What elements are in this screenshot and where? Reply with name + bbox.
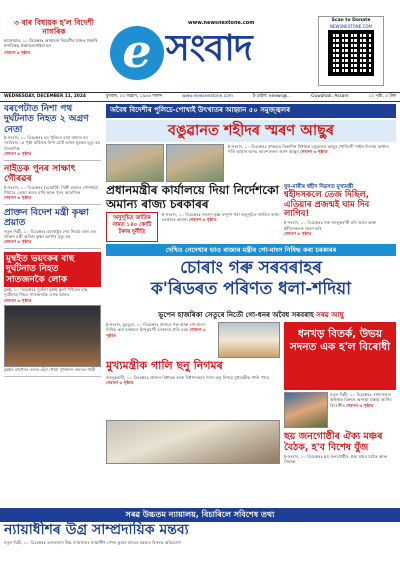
left-column [4,104,101,380]
story-pmo-text [162,212,280,223]
story-title: প্ৰাক্তন বিদেশ মন্ত্ৰী কৃষ্ণা প্ৰয়াত [4,207,89,229]
donate-label: Scan to Donate [331,18,371,23]
story-text: ই-সংবাদ, চুমডুমা, ১০ ডিচেম্বৰঃ ৰাজ্যত গৰু আৰু গো-মাংস নিষিদ্ধ কৰা চৰকাৰে হিন্দুত্ববাদী চৰকাৰৰ প্ৰতি চৰম [106,322,205,333]
story-text: জালুকবাৰী, ১০ ডিচেম্বৰঃ প্ৰাক্তন বিধায়ক আৰু বিধানসভাৰ সদস্য ছনু নিগমে মুখ্যমন্ত্ৰীক গালি পাৰে [106,374,270,380]
story-more[interactable]: শেষাংশ ৬ পৃষ্ঠাত [4,195,32,201]
story-title: মুম্বইত ভয়ংকৰ বাছ দুৰ্ঘটনাত নিহত সাতজনকৈ লোক [4,252,101,287]
story-more[interactable]: শেষাংশ ৬ পৃষ্ঠাত [346,402,374,408]
logo-e-icon: e [110,26,164,80]
bottom-banner[interactable]: সৰৱ উচ্চতম ন্যায়ালয়, বিচাৰিলে সবিশেষ তথ্য [0,508,400,522]
story-mumbai[interactable] [4,252,101,377]
budget-caption: অনুসূচিত জাতিৰ নামত ১৪০ কোটি টকাৰ দুৰ্নীতি [112,215,152,235]
logo-wordmark: সংবাদ [166,28,252,69]
story-more[interactable]: শেষাংশ ৬ পৃষ্ঠাত [4,239,32,245]
story-title: নাইড়ক পুনৰ সাক্ষাৎ গৌৰৱৰ [4,163,76,185]
truck-photo [218,322,280,358]
budget-box [106,212,158,242]
story-more[interactable]: শেষাংশ ৬ পৃষ্ঠাত [284,231,312,237]
story-text: নতুন দিল্লী, ১০ ডিচেম্বৰঃ ৰাজ্যসভাৰ অধ্যক্ষৰ বিৰুদ্ধে অনাস্থা প্ৰস্তাৱ আনিব বিৰোধীৰ [330,392,392,408]
top-left-teaser [4,18,104,56]
lead-photo-left [106,144,164,182]
donate-qr-box[interactable] [318,16,384,86]
story-more[interactable]: শেষাংশ ৬ পৃষ্ঠাত [300,149,328,155]
photo-caption: মুম্বইৰ বাছখনৰ তলত হেঁচা খোৱা দুখনমান ৰাহনত গাড়ী [4,367,96,373]
story-pmo[interactable] [106,184,282,212]
story-text: নতুন দিল্লী, ১০ ডিচেম্বৰঃ মহাৰাষ্ট্ৰৰ শেৰ নিয়াম তাল মত প্ৰাক্তন মন্ত্ৰী অৰিজ কৃষ্ণা আৰ্থাৰ মৃত্যু হয় [4,228,96,240]
assamese-date: বুধবাৰ, ২৫ অঘ্ৰাণ, ১৯৪৬ শকাব্দ [105,94,163,100]
masthead-logo[interactable] [108,20,302,82]
big-subhead [106,311,396,320]
dateline-email: ই-মেইল: enews@... [252,94,292,100]
story-title: যুব-মাৰীৰ শ্বহীদ দিৱসত মুখ্যমন্ত্ৰী [284,184,354,190]
story-cm-martyrs[interactable] [284,184,396,237]
story-red-headline: শ্বহীদসকলে তেজ দিছিল, এতিয়াৰ প্ৰজন্মই ঘাম দিব লাগিব! [284,189,370,220]
story-title: বৰপেটাত নিশা পথ দুৰ্ঘটনাত নিহত ২ অগ্ৰণ নেতা [4,104,89,135]
dateline-place: Guwahati, Assam [311,94,349,100]
donate-site: NEWSNEXTONE.COM [330,23,372,29]
story-text: ই-সংবাদ, ১০ ডিচেম্বৰঃ সাংসদ কৃষ্ণ মানুপা পৰা অনুসূচিত জাতিৰ ৰাজ্য চৰকাৰৰ অমান্য [162,212,280,223]
parliament-photo [106,420,280,464]
story-krishna[interactable] [4,208,101,249]
story-more[interactable]: শেষাংশ ৬ পৃষ্ঠাত [189,217,217,223]
subhead-tail: সৰৱ আছু [316,311,344,319]
dhankhar-photo [284,392,328,428]
dateline-url[interactable]: www.newsnextone.com [182,94,233,100]
big-headline-line1: চোৰাং গৰু সৰবৰাহৰ [180,258,322,278]
dateline-pages: ১২ পৃষ্ঠা, ৫ টকা [368,94,396,100]
big-headline[interactable] [106,258,396,301]
story-title: মুখ্যমন্ত্ৰীক গালি ছনু নিগমৰ [106,359,223,372]
story-text: ই-সংবাদ, ১০ ডিচেম্বৰঃ বৰ পুলিচৰ বাৰা বাহাত নব সংৰিবাৰ ১ম পৃষ্ঠা বাহিৰত নিশা মোট এজন যুবকৰ মৃত্যু হয় সাংবাদিক [4,135,100,151]
story-cattle-text [106,322,216,338]
story-text: ই-সংবাদ, ১০ ডিচেম্বৰঃ (চোৱাট)- শিল্পী মাতাত পোনাইয়া গিয়াৰে তোয়া অসম বাৰি আৰু পুনৰ আবাসিক [4,184,99,195]
qr-code-icon[interactable] [328,30,374,76]
bottom-headline[interactable]: ন্যায়াধীশৰ উগ্ৰ সাম্প্ৰদায়িক মন্তব্য [4,522,189,538]
story-more[interactable]: শেষাংশ ৬ পৃষ্ঠাত [4,151,32,157]
strip-banner[interactable]: দেখিও নেদেখাৰ ভাও ৰাজ্যৰ মন্ত্ৰীৰ গো-মাংস নিষিদ্ধ কৰা চৰকাৰৰ [106,244,396,256]
subhead-text: ভূপেন হাজৰিকা সেতুৰে নিতৌ গো-ধনৰ অবৈধ সৰবৰাহ [158,311,314,319]
story-text: মুম্বই, ১০ ডিচেম্বৰঃ দুৰ্ঘটনা মুম্বাই কুৰ্লা পশ্চিমত বাছ দুৰ্ঘটনাত নিহত সাতজনকৈ লোক আহত [4,286,88,298]
teaser-text: হাজোৱাল, ১০ ডিচেম্বৰঃ আসামান ৰিডেশীৰ মাজত ঢাকাৰি নাগৰিকত্ব প্ৰকাশডোসাইয়া হল [4,38,98,49]
story-title: ছয় জনগোষ্ঠীৰ ঐক্য মঞ্চৰ বৈঠক, হ'ব বিশেষ যুঁজ [284,431,383,453]
bus-accident-photo [4,305,101,367]
english-date: WEDNESDAY, DECEMBER 11, 2024 [4,94,86,100]
dateline-bar [0,92,400,102]
teaser-more[interactable]: শেষাংশ ৬ পৃষ্ঠাত [4,50,31,56]
big-headline-line2: ক'ৰিডৰত পৰিণত ধলা-শদিয়া [150,279,352,300]
top-banner[interactable]: অবৈধ বিদেশীৰ পুলিচে-পোখাই উৎখাতৰ আহ্বান ৫০ সমুজ্জ্বলৰ [106,104,396,118]
story-title: প্ৰধানমন্ত্ৰীৰ কাৰ্যালয়ে দিয়া নিৰ্দেশকো অমান্য ৰাজ্য চৰকাৰৰ [106,183,279,211]
story-text: ই-সংবাদ, ১০ ডিচেম্বৰঃ সৰু জালুকবাৰী মনি অসম আৰু শ্বহীদসকলক স্মৰণ কৰি [284,220,377,231]
teaser-headline: ৩ বাৰ বিধায়ক হ'ল বিদেশী নাগৰিক [14,18,94,36]
story-text: ই-সংবাদ, ১০ ডিচেম্বৰঃ ছয় জনগোষ্ঠীৰ ঐক্য মঞ্চৰ বৈঠক আৰু সিদ্ধান্ত [284,453,387,465]
story-sonu[interactable] [106,360,280,386]
story-dhankhar-box[interactable] [284,322,396,390]
lead-headline[interactable]: বঙুৱানত শহীদৰ স্মৰণ আছুৰ [106,120,396,142]
story-more[interactable]: শেষাংশ ৬ পৃষ্ঠাত [106,327,206,338]
story-barpeta[interactable] [4,104,101,161]
story-six-communities[interactable] [284,432,396,465]
story-text: ই-সংবাদ, ১০ ডিচেম্বৰঃ প্ৰথমতে নিকাশিন বিধায়ক বঙুৱানত আছুৰ খোজিলী পাইথ দিল্যাম অৰ্থনৰ গতি আমাৰ অসম আন্দোলনৰ স্মৰণ আছুৰ [228,144,390,155]
bottom-story-text: নতুন দিল্লী, ১০ ডিচেম্বৰঃ এলাহাবাদ উচ্চ ন্যায়ালয়ৰ ন্যায়াধীশ শেখৰ কুমাৰ যাদৱৰ মন্তব্যৰ বিৰুদ্ধে অভিযোগ [4,540,181,545]
story-title: ধনখড় বিতৰ্ক, উভয় সদনত এক হ'ল বিৰোধী [289,328,391,353]
site-url[interactable]: www.newsnextone.com [188,20,255,26]
lead-story-text [228,144,396,155]
story-dhankhar-text [330,392,396,408]
story-naidok[interactable] [4,164,101,205]
story-more[interactable]: শেষাংশ ৬ পৃষ্ঠাত [106,380,134,386]
story-more[interactable]: শেষাংশ ৬ পৃষ্ঠাত [4,297,32,303]
lead-photo-mid [166,144,224,182]
